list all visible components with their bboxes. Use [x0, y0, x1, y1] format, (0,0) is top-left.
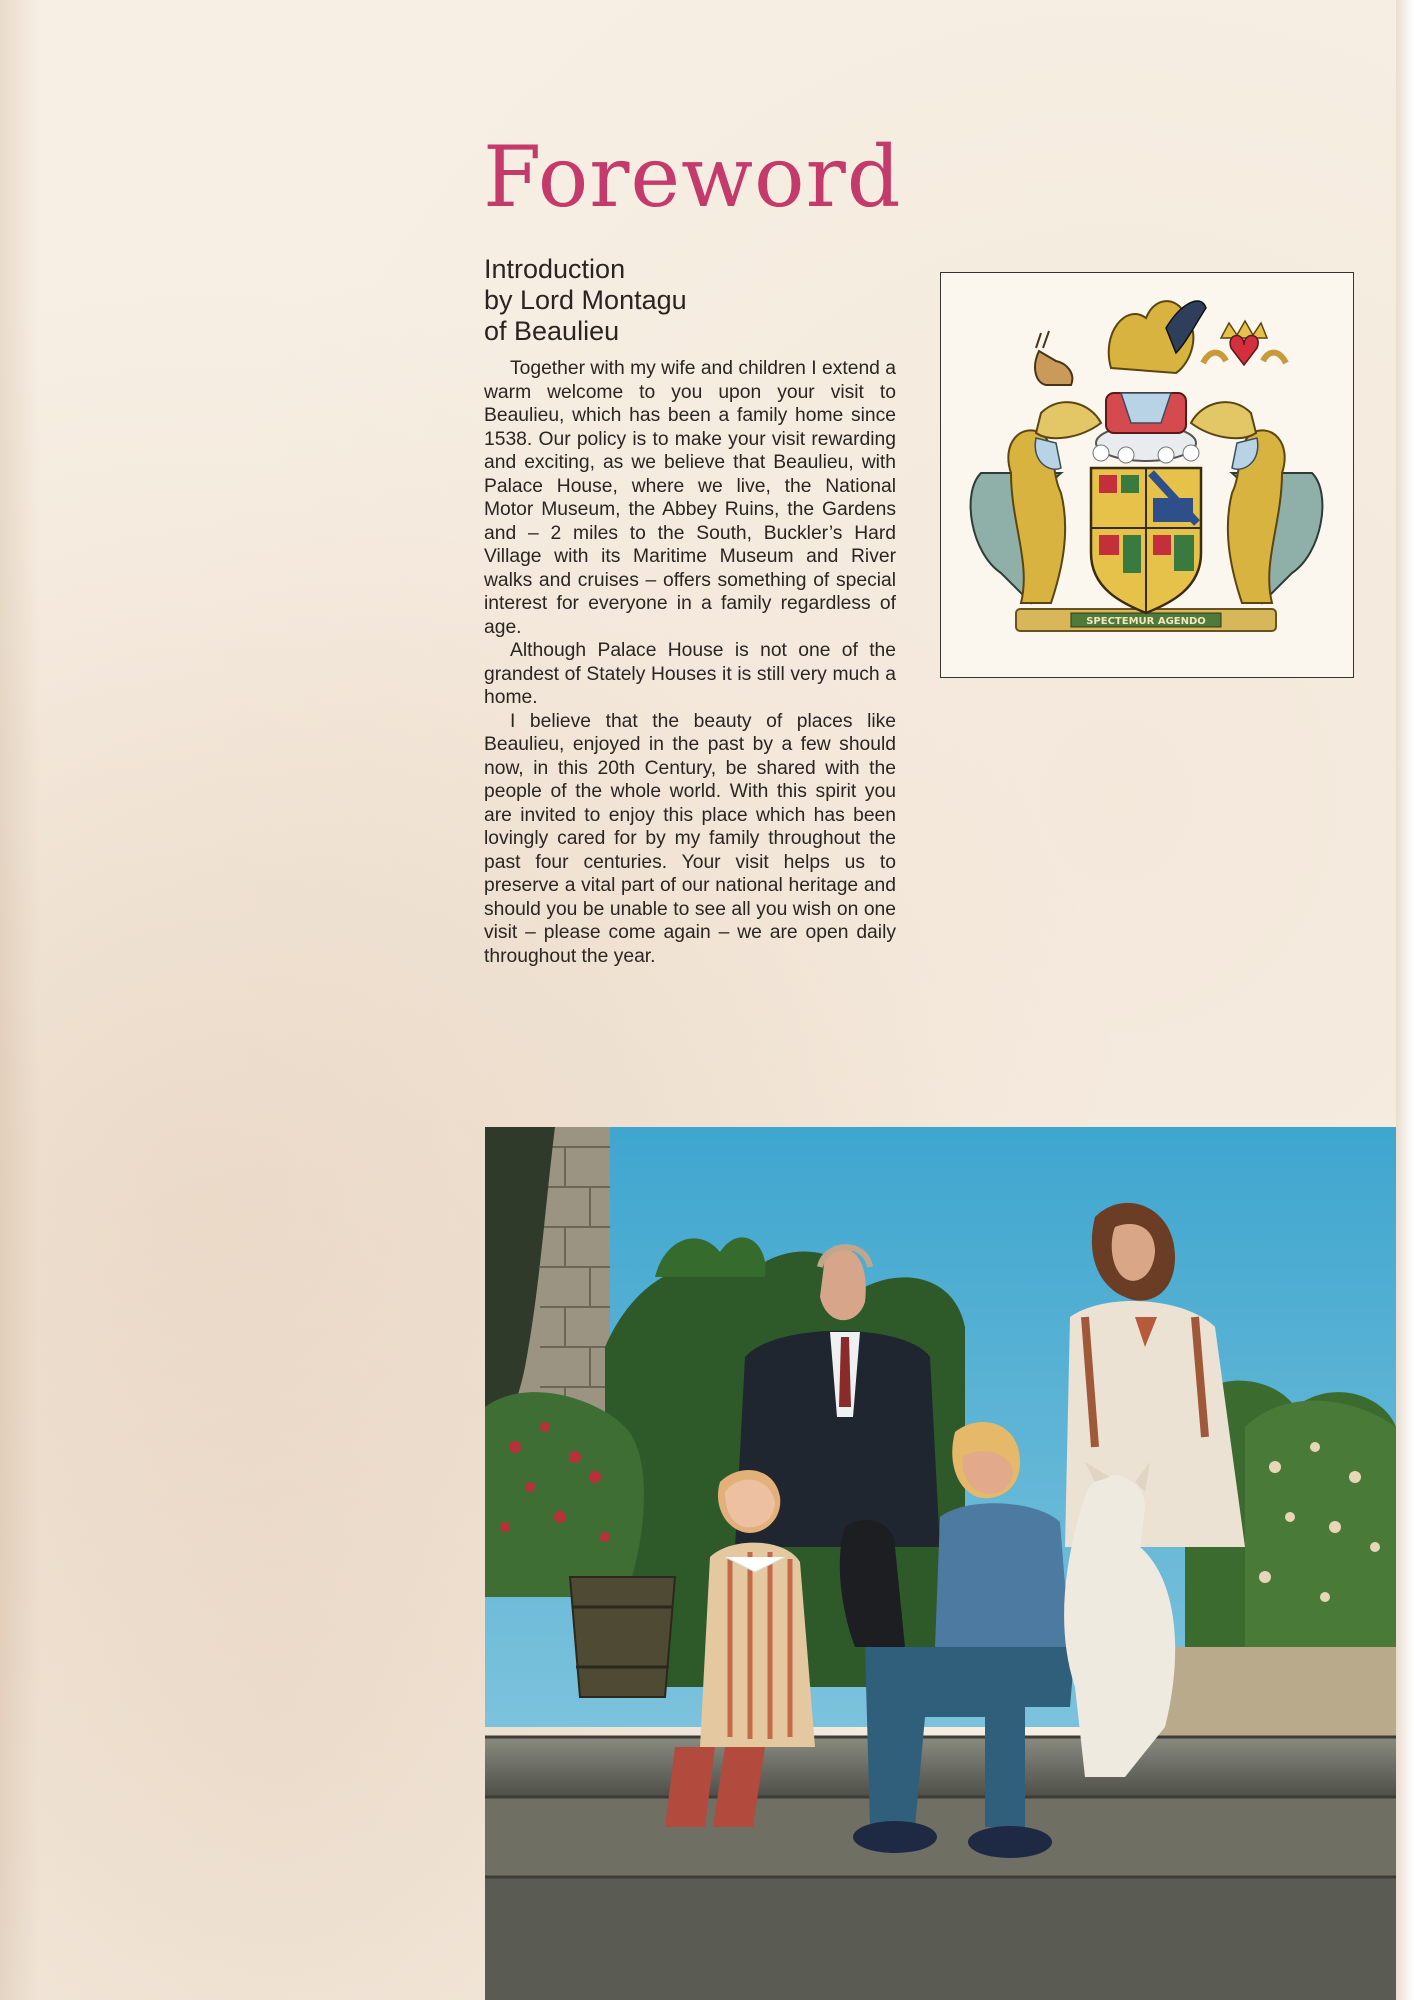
coat-of-arms-frame — [940, 272, 1354, 678]
crest-motto: SPECTEMUR AGENDO — [1086, 616, 1206, 627]
foreword-paragraph: Although Palace House is not one of the grandest of Stately Houses it is still very much a home. — [484, 640, 896, 708]
introduction-subtitle: Introduction by Lord Montagu of Beaulieu — [484, 254, 687, 346]
page-fold-shadow — [0, 0, 40, 2000]
page-title: Foreword — [483, 128, 902, 226]
foreword-body — [484, 357, 896, 968]
foreword-paragraph: I believe that the beauty of places like Beaulieu, enjoyed in the past by a few should now, in this 20th Century, be shared with the people of the whole world. With this spirit you are invited to enjoy this place which has been lovingly cared for by my family throughout the past four centuries. Your visit helps us to preserve a vital part of our national heritage and should you be unable to see all you wish on one visit – please come again – we are open daily throughout the year. — [484, 710, 896, 967]
foreword-paragraph: Together with my wife and children I extend a warm welcome to you upon your visit to Beaulieu, which has been a family home since 1538. Our policy is to make your visit rewarding and exciting, as we believe that Beaulieu, with Palace House, where we live, the National Motor Museum, the Abbey Ruins, the Gardens and – 2 miles to the South, Buckler’s Hard Village with its Maritime Museum and River walks and cruises – offers something of special interest for everyone in a family regardless of age. — [484, 358, 896, 638]
page-edge — [1396, 0, 1414, 2000]
family-photograph — [485, 1127, 1396, 2000]
coat-of-arms-image — [941, 273, 1352, 676]
